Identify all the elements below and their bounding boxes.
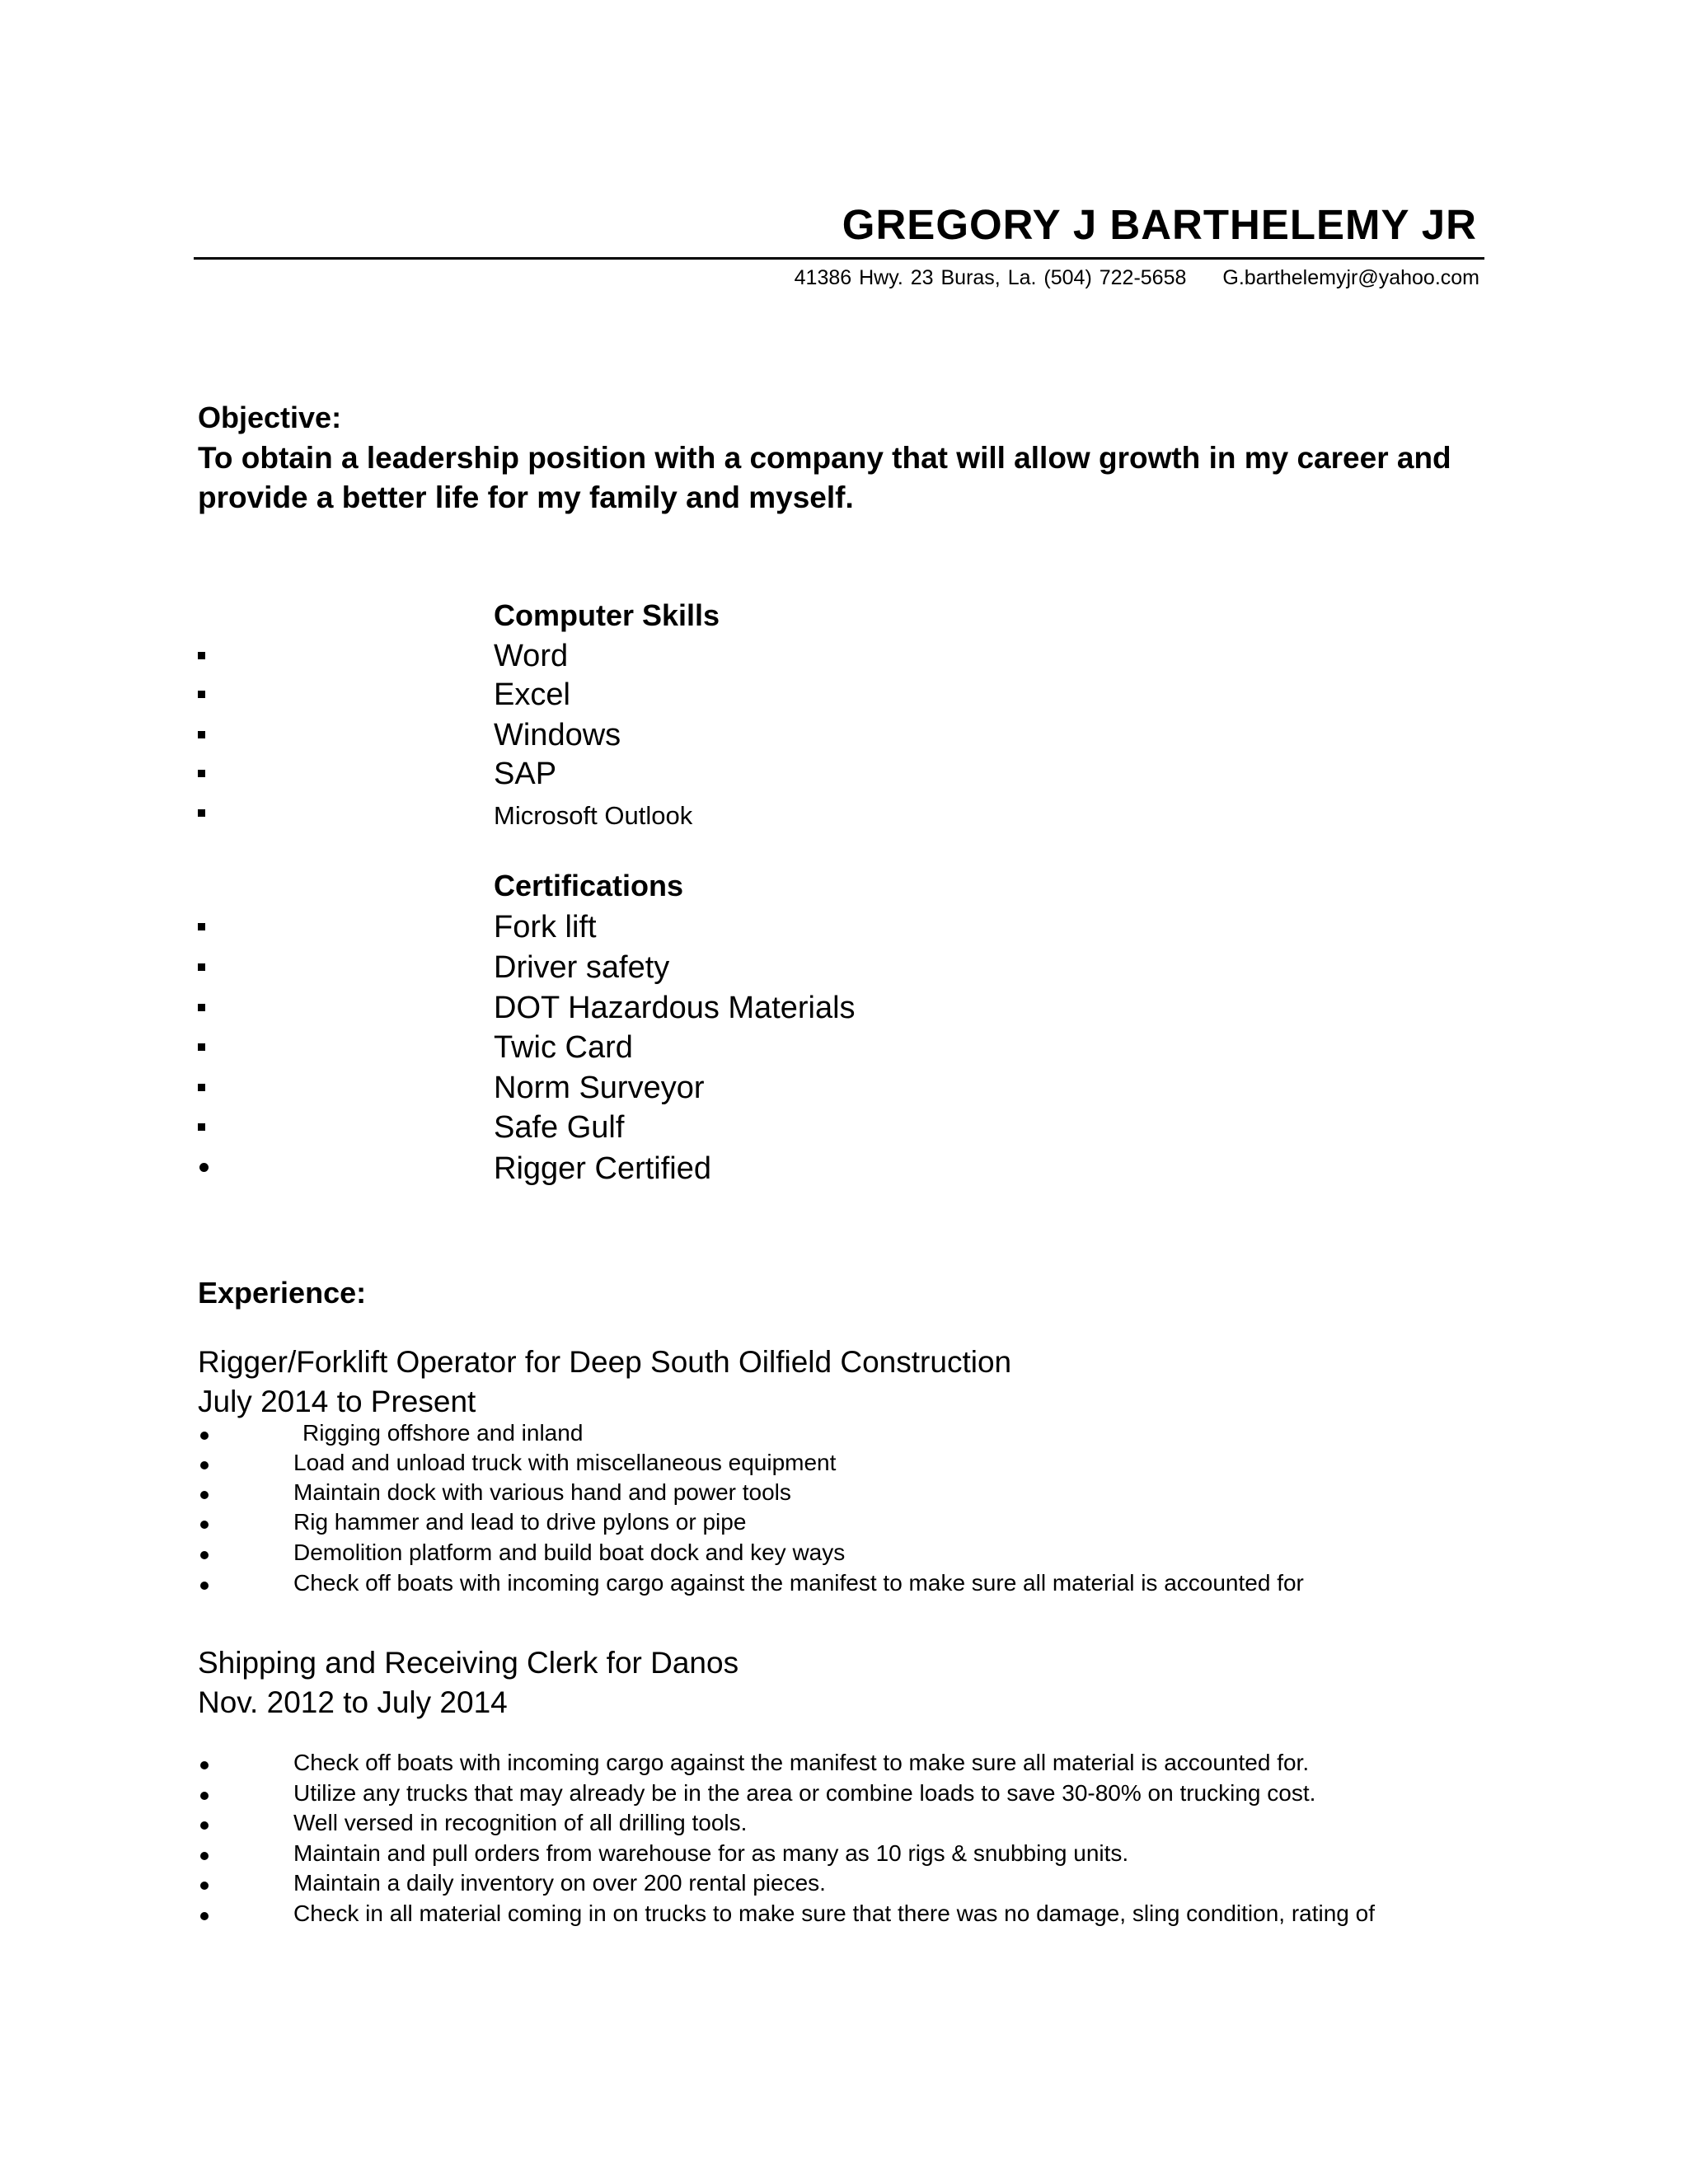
duty-text: Well versed in recognition of all drilling tools. bbox=[293, 1810, 748, 1835]
certification-item bbox=[0, 1071, 1688, 1110]
duty-text: Rigging offshore and inland bbox=[302, 1420, 584, 1446]
job-dates: July 2014 to Present bbox=[198, 1385, 476, 1418]
square-bullet-icon bbox=[198, 1123, 205, 1131]
header-divider bbox=[194, 257, 1484, 260]
round-bullet-icon bbox=[200, 1491, 209, 1499]
certification-item bbox=[0, 1030, 1688, 1070]
duty-item bbox=[0, 1570, 1688, 1600]
round-bullet-icon bbox=[199, 1163, 209, 1172]
contact-email[interactable]: G.barthelemyjr@yahoo.com bbox=[1222, 266, 1479, 289]
duty-text: Maintain dock with various hand and power tools bbox=[293, 1479, 791, 1505]
certification-item bbox=[0, 950, 1688, 990]
contact-line bbox=[795, 266, 1479, 290]
round-bullet-icon bbox=[200, 1521, 209, 1529]
job-title: Shipping and Receiving Clerk for Danos bbox=[198, 1646, 739, 1680]
round-bullet-icon bbox=[200, 1852, 209, 1860]
duty-text: Check in all material coming in on trucks to make sure that there was no damage, sling condition, rating of bbox=[293, 1900, 1375, 1926]
skill-item bbox=[0, 718, 1688, 757]
square-bullet-icon bbox=[198, 731, 205, 738]
certification-label: Driver safety bbox=[494, 950, 670, 985]
certification-item bbox=[0, 1110, 1688, 1150]
objective-heading: Objective: bbox=[198, 401, 342, 434]
experience-heading: Experience: bbox=[198, 1276, 367, 1310]
duty-text: Maintain a daily inventory on over 200 rental pieces. bbox=[293, 1870, 826, 1896]
computer-skills-heading: Computer Skills bbox=[494, 598, 720, 632]
skill-item bbox=[0, 677, 1688, 717]
duty-text: Rig hammer and lead to drive pylons or pipe bbox=[293, 1509, 747, 1535]
certification-label: Twic Card bbox=[494, 1030, 633, 1065]
duty-text: Demolition platform and build boat dock and key ways bbox=[293, 1540, 846, 1565]
duty-item bbox=[0, 1810, 1688, 1840]
duty-item bbox=[0, 1840, 1688, 1870]
certification-label: DOT Hazardous Materials bbox=[494, 991, 856, 1025]
duty-text: Check off boats with incoming cargo against the manifest to make sure all material is accounted for bbox=[293, 1570, 1304, 1596]
square-bullet-icon bbox=[198, 1004, 205, 1011]
duty-item bbox=[0, 1420, 1688, 1450]
round-bullet-icon bbox=[200, 1792, 209, 1800]
duty-item bbox=[0, 1509, 1688, 1539]
skill-label: Word bbox=[494, 639, 569, 673]
duty-item bbox=[0, 1750, 1688, 1779]
skill-label: Microsoft Outlook bbox=[494, 801, 693, 830]
round-bullet-icon bbox=[200, 1461, 209, 1469]
square-bullet-icon bbox=[198, 652, 205, 659]
certification-label: Safe Gulf bbox=[494, 1110, 625, 1145]
duty-text: Check off boats with incoming cargo against the manifest to make sure all material is accounted for. bbox=[293, 1750, 1310, 1775]
round-bullet-icon bbox=[200, 1912, 209, 1920]
round-bullet-icon bbox=[200, 1821, 209, 1830]
duty-text: Utilize any trucks that may already be in the area or combine loads to save 30-80% on trucking cost. bbox=[293, 1780, 1316, 1806]
round-bullet-icon bbox=[200, 1432, 209, 1440]
duty-item bbox=[0, 1540, 1688, 1569]
skill-label: Windows bbox=[494, 718, 621, 752]
skill-label: SAP bbox=[494, 757, 557, 791]
duty-item bbox=[0, 1450, 1688, 1479]
skill-item bbox=[0, 757, 1688, 796]
round-bullet-icon bbox=[200, 1761, 209, 1769]
duty-item bbox=[0, 1780, 1688, 1810]
square-bullet-icon bbox=[198, 963, 205, 971]
skill-item bbox=[0, 796, 1688, 836]
skill-item bbox=[0, 639, 1688, 678]
round-bullet-icon bbox=[200, 1582, 209, 1590]
round-bullet-icon bbox=[200, 1882, 209, 1890]
certification-item bbox=[0, 910, 1688, 949]
contact-address: 41386 Hwy. 23 Buras, La. bbox=[794, 266, 1037, 289]
square-bullet-icon bbox=[198, 923, 205, 930]
duty-item bbox=[0, 1870, 1688, 1900]
objective-text: To obtain a leadership position with a company that will allow growth in my career and provide a better life for my family and myself. bbox=[198, 441, 1451, 514]
skill-label: Excel bbox=[494, 677, 570, 712]
square-bullet-icon bbox=[198, 1084, 205, 1091]
duty-item bbox=[0, 1479, 1688, 1509]
duty-item bbox=[0, 1900, 1688, 1930]
certification-item bbox=[0, 991, 1688, 1030]
duty-text: Load and unload truck with miscellaneous equipment bbox=[293, 1450, 837, 1475]
certification-item bbox=[0, 1151, 1688, 1191]
certifications-heading: Certifications bbox=[494, 869, 684, 902]
duty-text: Maintain and pull orders from warehouse for as many as 10 rigs & snubbing units. bbox=[293, 1840, 1129, 1866]
certification-label: Fork lift bbox=[494, 910, 597, 944]
job-title: Rigger/Forklift Operator for Deep South Oilfield Construction bbox=[198, 1345, 1012, 1379]
certification-label: Rigger Certified bbox=[494, 1151, 711, 1186]
certification-label: Norm Surveyor bbox=[494, 1071, 705, 1105]
round-bullet-icon bbox=[200, 1551, 209, 1559]
square-bullet-icon bbox=[198, 809, 205, 817]
square-bullet-icon bbox=[198, 691, 205, 698]
square-bullet-icon bbox=[198, 1043, 205, 1051]
square-bullet-icon bbox=[198, 770, 205, 777]
job-dates: Nov. 2012 to July 2014 bbox=[198, 1685, 508, 1719]
contact-phone: (504) 722-5658 bbox=[1043, 266, 1187, 289]
candidate-name: GREGORY J BARTHELEMY JR bbox=[842, 201, 1477, 248]
